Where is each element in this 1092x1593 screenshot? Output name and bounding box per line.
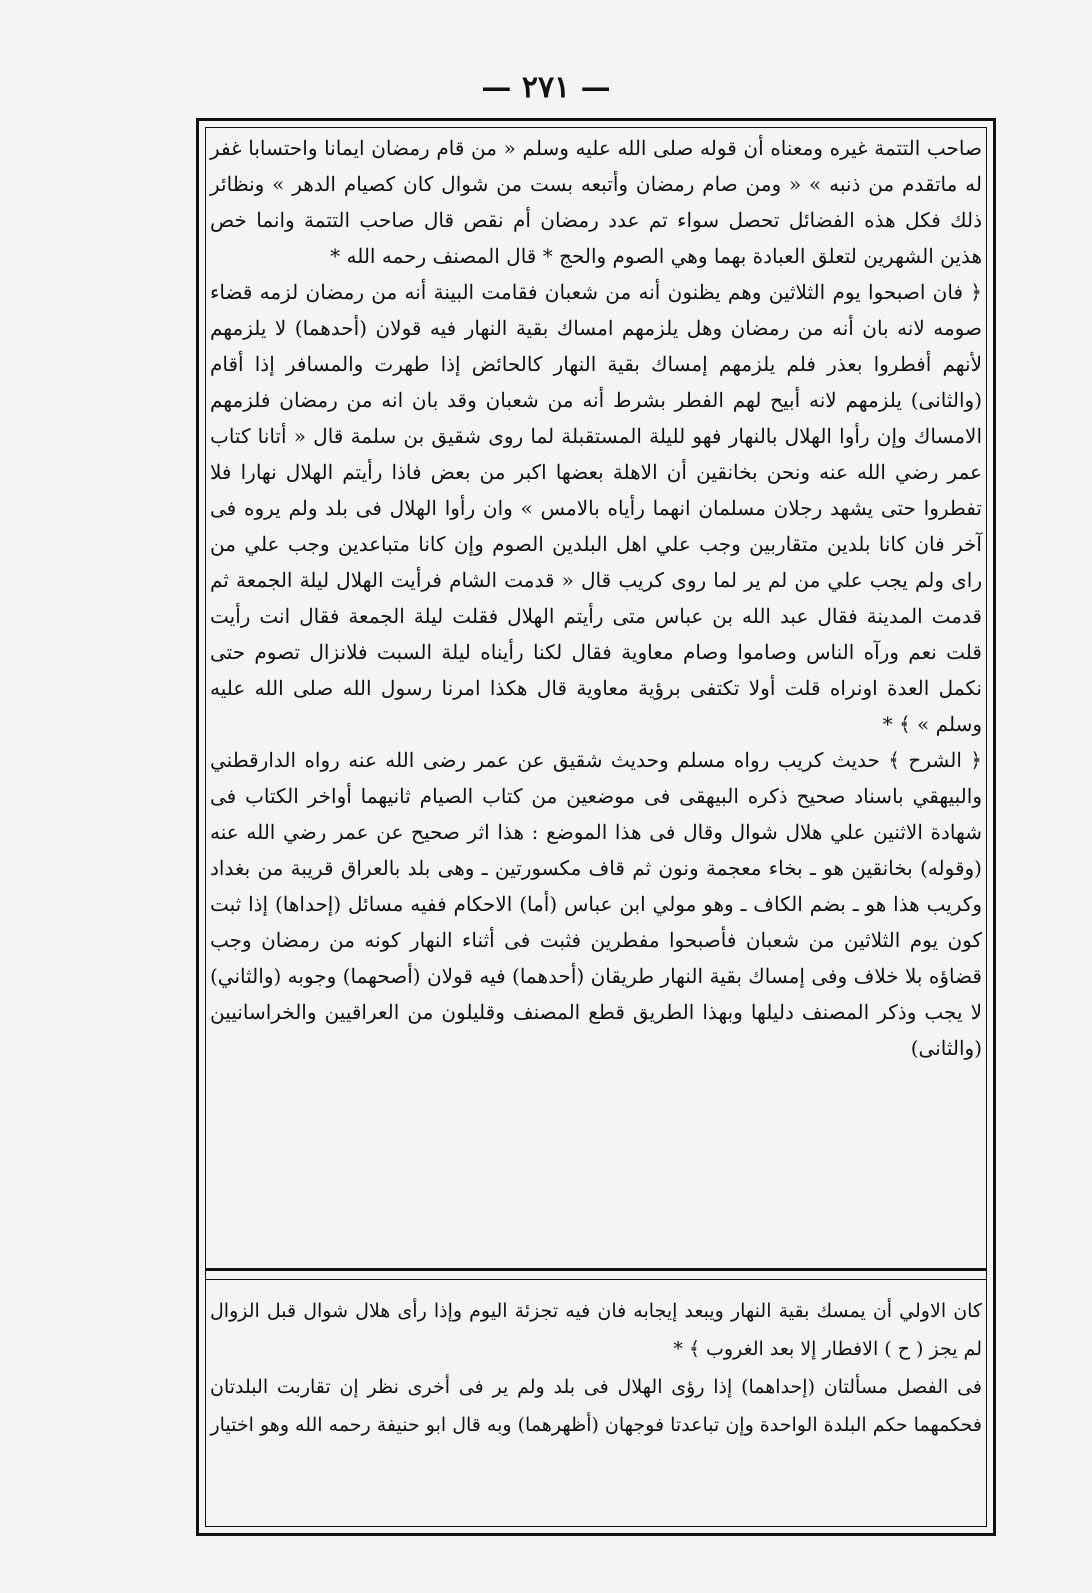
footnote-separator bbox=[206, 1268, 986, 1280]
main-paragraph: ﴿ فان اصبحوا يوم الثلاثين وهم يظنون أنه من شعبان فقامت البينة أنه من رمضان لزمه قضاء صومه لانه بان أنه من رمضان وهل يلزمهم امساك بقية النهار فيه قولان (أحدهما) لا يلزمهم لأنهم أفطروا بعذر فلم يلزمهم إمساك بقية النهار كالحائض إذا طهرت والمسافر إذا أقام (والثانى) يلزمهم لانه أبيح لهم الفطر بشرط أنه من شعبان وقد بان انه من رمضان فلزمهم الامساك وإن رأوا الهلال بالنهار فهو لليلة المستقبلة لما روى شقيق بن سلمة قال « أتانا كتاب عمر رضي الله عنه ونحن بخانقين أن الاهلة بعضها اكبر من بعض فاذا رأيتم الهلال نهارا فلا تفطروا حتى يشهد رجلان مسلمان انهما رأياه بالامس » وان رأوا الهلال فى بلد ولم يروه فى آخر فان كانا بلدين متقاربين وجب علي اهل البلدين الصوم وإن كانا متباعدين وجب علي من راى ولم يجب علي من لم ير لما روى كريب قال « قدمت الشام فرأيت الهلال ليلة الجمعة ثم قدمت المدينة فقال عبد الله بن عباس متى رأيتم الهلال فقلت ليلة الجمعة فقال انت رأيت قلت نعم ورآه الناس وصاموا وصام معاوية فقال لكنا رأيناه ليلة السبت فلانزال تصوم حتى نكمل العدة اونراه قلت أولا تكتفى برؤية معاوية قال هكذا امرنا رسول الله صلى الله عليه وسلم » ﴾ * bbox=[210, 280, 982, 736]
main-paragraph: ﴿ الشرح ﴾ حديث كريب رواه مسلم وحديث شقيق عن عمر رضى الله عنه رواه الدارقطني والبيهقي باسناد صحيح ذكره البيهقى فى موضعين من كتاب الصيام ثانيهما أواخر الكتاب فى شهادة الاثنين علي هلال شوال وقال فى هذا الموضع : هذا اثر صحيح عن عمر رضي الله عنه (وقوله) بخانقين هو ـ بخاء معجمة ونون ثم قاف مكسورتين ـ وهى بلد بالعراق قريبة من بغداد وكريب هذا هو ـ بضم الكاف ـ وهو مولي ابن عباس (أما) الاحكام ففيه مسائل (إحداها) إذا ثبت كون يوم الثلاثين من شعبان فأصبحوا مفطرين فثبت فى أثناء النهار كونه من رمضان وجب قضاؤه بلا خلاف وفى إمساك بقية النهار طريقان (أحدهما) فيه قولان (أصحهما) وجوبه (والثاني) لا يجب وذكر المصنف دليلها وبهذا الطريق قطع المصنف وقليلون من العراقيين والخراسانيين (والثانى) bbox=[210, 748, 982, 1060]
footnote-paragraph: كان الاولي أن يمسك بقية النهار ويبعد إيجابه فان فيه تجزئة اليوم وإذا رأى هلال شوال قبل الزوال لم يجز ( ح ) الافطار إلا بعد الغروب ﴾ * bbox=[210, 1300, 982, 1360]
footnote-paragraph: فى الفصل مسألتان (إحداهما) إذا رؤى الهلال فى بلد ولم ير فى أخرى نظر إن تقاربت البلدتان فحكمهما حكم البلدة الواحدة وإن تباعدتا فوجهان (أظهرهما) وبه قال ابو حنيفة رحمه الله وهو اختيار bbox=[210, 1376, 982, 1436]
main-text-block bbox=[210, 130, 982, 1066]
page-number: — ٢٧١ — bbox=[481, 70, 611, 105]
footnote-text-block bbox=[210, 1292, 982, 1444]
main-paragraph: صاحب التتمة غيره ومعناه أن قوله صلى الله عليه وسلم « من قام رمضان ايمانا واحتسابا غفر له ماتقدم من ذنبه » « ومن صام رمضان وأتبعه بست من شوال كان كصيام الدهر » ونظائر ذلك فكل هذه الفضائل تحصل سواء تم عدد رمضان أم نقص قال صاحب التتمة وانما خص هذين الشهرين لتعلق العبادة بهما وهي الصوم والحج * قال المصنف رحمه الله * bbox=[210, 136, 982, 268]
